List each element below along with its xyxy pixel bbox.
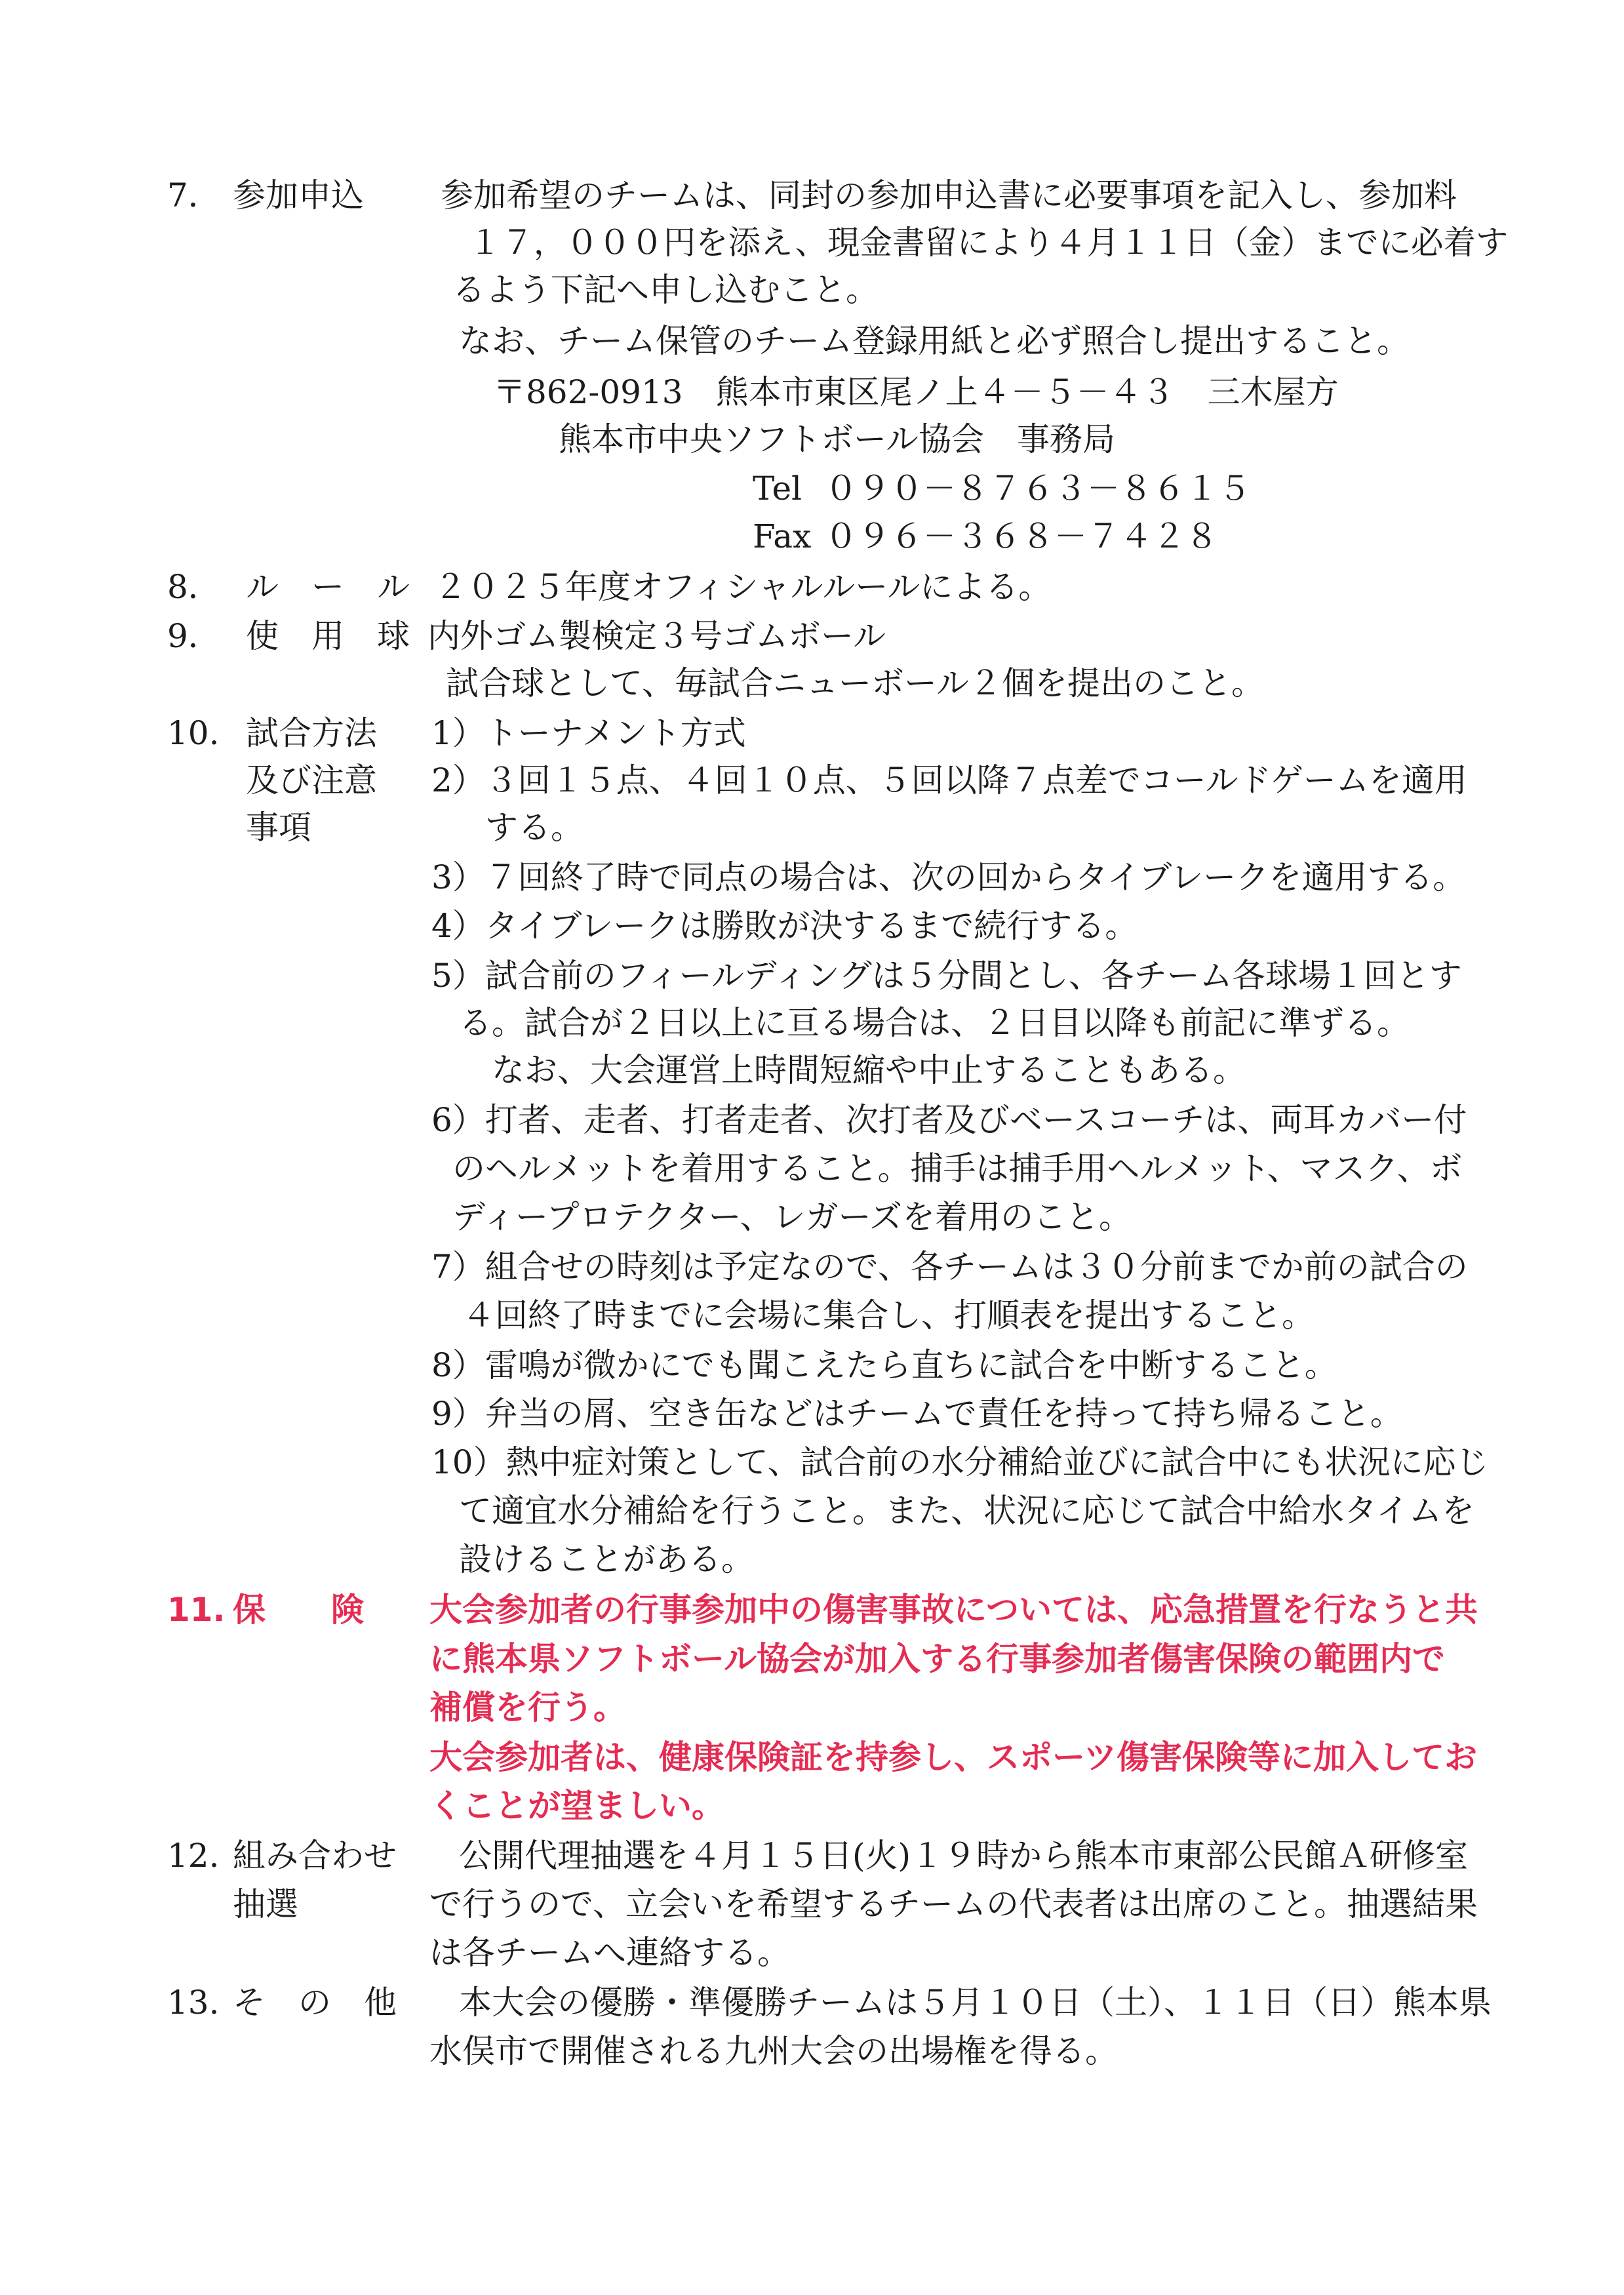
body-line: 水俣市で開催される九州大会の出場権を得る。 [429,2032,1118,2070]
section-number: 12. [167,1837,220,1875]
fax-label: Fax [753,517,812,555]
list-item-cont: のヘルメットを着用すること。捕手は捕手用ヘルメット、マスク、ボ [452,1149,1463,1187]
section-title: 使 用 球 [246,617,410,655]
organization-line: 熊本市中央ソフトボール協会 事務局 [559,420,1115,458]
list-item-cont: ディープロテクター、レガーズを着用のこと。 [452,1198,1132,1236]
section-title: ル ー ル [246,568,410,606]
list-item-cont: ４回終了時までに会場に集合し、打順表を提出すること。 [462,1296,1315,1334]
section-number: 9． [167,617,221,655]
section-title: 参加申込 [233,176,364,214]
section-number: 8． [167,568,221,606]
body-line: 本大会の優勝・準優勝チームは５月１０日（土）、１１日（日）熊本県 [459,1984,1492,2022]
list-item-cont: る。試合が２日以上に亘る場合は、２日目以降も前記に準ずる。 [459,1004,1410,1042]
list-item-cont: て適宜水分補給を行うこと。また、状況に応じて試合中給水タイムを [459,1492,1475,1530]
body-line: くことが望ましい。 [429,1787,724,1825]
section-title-line: 事項 [246,808,311,847]
section-number: 11. [167,1591,226,1629]
body-line: で行うので、立会いを希望するチームの代表者は出席のこと。抽選結果 [429,1885,1478,1923]
list-item: 5）試合前のフィールディングは５分間とし、各チーム各球場１回とす [431,957,1462,995]
section-number: 10. [167,714,220,752]
list-item-cont: する。 [485,808,584,847]
list-item: 2）３回１５点、４回１０点、５回以降７点差でコールドゲームを適用 [431,761,1467,799]
body-line: 大会参加者の行事参加中の傷害事故については、応急措置を行なうと共 [429,1591,1478,1629]
list-item: 3）７回終了時で同点の場合は、次の回からタイブレークを適用する。 [431,858,1466,896]
list-item: 1）トーナメント方式 [431,714,746,752]
body-line: に熊本県ソフトボール協会が加入する行事参加者傷害保険の範囲内で [429,1640,1445,1678]
list-item: 6）打者、走者、打者走者、次打者及びベースコーチは、両耳カバー付 [431,1101,1467,1139]
section-number: 13. [167,1984,220,2022]
body-line: 試合球として、毎試合ニューボール２個を提出のこと。 [446,664,1264,702]
body-line: 内外ゴム製検定３号ゴムボール [427,617,886,655]
body-line: 公開代理抽選を４月１５日(火)１９時から熊本市東部公民館Ａ研修室 [459,1837,1469,1875]
section-title-line: 試合方法 [246,714,377,752]
section-title-line: 組み合わせ [233,1837,397,1875]
section-title: そ の 他 [233,1984,397,2022]
list-item-cont: 設けることがある。 [459,1540,754,1578]
list-item: 8）雷鳴が微かにでも聞こえたら直ちに試合を中断すること。 [431,1346,1337,1384]
body-line: るよう下記へ申し込むこと。 [452,271,879,309]
section-title-line: 及び注意 [246,761,377,799]
body-line: ２０２５年度オフィシャルルールによる。 [434,568,1052,606]
list-item: 7）組合せの時刻は予定なので、各チームは３０分前までか前の試合の [431,1248,1468,1286]
section-title: 保 険 [233,1591,364,1629]
body-line: は各チームへ連絡する。 [429,1934,790,1972]
fax-number: ０９６－３６８－７４２８ [825,517,1218,555]
list-item: 9）弁当の屑、空き缶などはチームで責任を持って持ち帰ること。 [431,1395,1403,1433]
section-title-line: 抽選 [233,1885,298,1923]
list-item: 4）タイブレークは勝敗が決するまで続行する。 [431,907,1138,945]
body-line: 大会参加者は、健康保険証を持参し、スポーツ傷害保険等に加入してお [429,1738,1477,1776]
address-line: 〒862-0913 熊本市東区尾ノ上４－５－４３ 三木屋方 [493,373,1339,411]
tel-label: Tel [753,469,802,508]
tel-number: ０９０－８７６３－８６１５ [825,469,1251,508]
body-line: なお、チーム保管のチーム登録用紙と必ず照合し提出すること。 [459,322,1410,360]
body-line: 補償を行う。 [429,1688,626,1726]
list-item-cont: なお、大会運営上時間短縮や中止することもある。 [492,1051,1246,1089]
body-line: 参加希望のチームは、同封の参加申込書に必要事項を記入し、参加料 [441,176,1457,214]
section-number: 7． [167,176,221,214]
list-item: 10）熱中症対策として、試合前の水分補給並びに試合中にも状況に応じ [431,1443,1489,1481]
body-line: １７，０００円を添え、現金書留により４月１１日（金）までに必着す [469,224,1509,262]
